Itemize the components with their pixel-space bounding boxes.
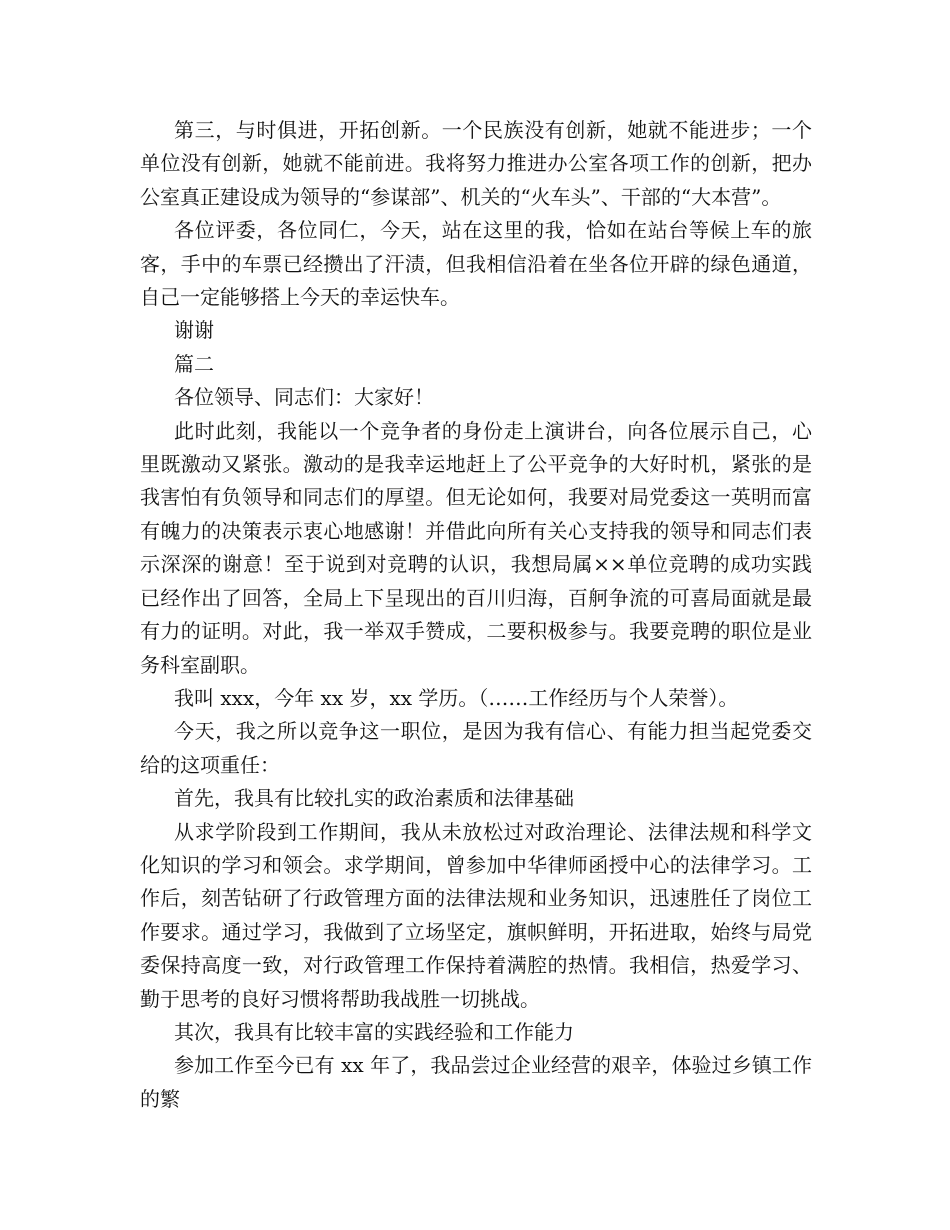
paragraph-reason: 今天，我之所以竞争这一职位，是因为我有信心、有能力担当起党委交给的这项重任： bbox=[140, 719, 812, 777]
paragraph-thanks: 谢谢 bbox=[174, 318, 214, 343]
paragraph-second-point: 其次，我具有比较丰富的实践经验和工作能力 bbox=[174, 1019, 574, 1044]
paragraph-work-experience: 参加工作至今已有 xx 年了，我品尝过企业经营的艰辛，体验过乡镇工作的繁 bbox=[140, 1053, 812, 1111]
paragraph-study-experience: 从求学阶段到工作期间，我从未放松过对政治理论、法律法规和科学文化知识的学习和领会。求学期间，曾参加中华律师函授中心的法律学习。工作后，刻苦钻研了行政管理方面的法律法规和业务知识，迅速胜任了岗位工作要求。通过学习，我做到了立场坚定，旗帜鲜明，开拓进取，始终与局党委保持高度一致，对行政管理工作保持着满腔的热情。我相信，热爱学习、勤于思考的良好习惯将帮助我战胜一切挑战。 bbox=[140, 819, 812, 1011]
paragraph-innovation: 第三，与时俱进，开拓创新。一个民族没有创新，她就不能进步；一个单位没有创新，她就不能前进。我将努力推进办公室各项工作的创新，把办公室真正建设成为领导的“参谋部”、机关的“火车头”、干部的“大本营”。 bbox=[140, 118, 812, 209]
paragraph-personal-info: 我叫 xxx，今年 xx 岁，xx 学历。（……工作经历与个人荣誉）。 bbox=[174, 685, 739, 710]
paragraph-greeting: 各位领导、同志们：大家好！ bbox=[174, 385, 434, 410]
paragraph-judges-address: 各位评委，各位同仁，今天，站在这里的我，恰如在站台等候上车的旅客，手中的车票已经攒出了汗渍，但我相信沿着在坐各位开辟的绿色通道，自己一定能够搭上今天的幸运快车。 bbox=[140, 218, 812, 310]
paragraph-opening-remarks: 此时此刻，我能以一个竞争者的身份走上演讲台，向各位展示自己，心里既激动又紧张。激动的是我幸运地赶上了公平竞争的大好时机，紧张的是我害怕有负领导和同志们的厚望。但无论如何，我要对局党委这一英明而富有魄力的决策表示衷心地感谢！并借此向所有关心支持我的领导和同志们表示深深的谢意！至于说到对竞聘的认识，我想局属××单位竞聘的成功实践已经作出了回答，全局上下呈现出的百川归海，百舸争流的可喜局面就是最有力的证明。对此，我一举双手赞成，二要积极参与。我要竞聘的职位是业务科室副职。 bbox=[140, 418, 812, 677]
paragraph-first-point: 首先，我具有比较扎实的政治素质和法律基础 bbox=[174, 786, 574, 811]
section-heading-part-two: 篇二 bbox=[174, 351, 214, 376]
document-body bbox=[140, 114, 812, 1116]
